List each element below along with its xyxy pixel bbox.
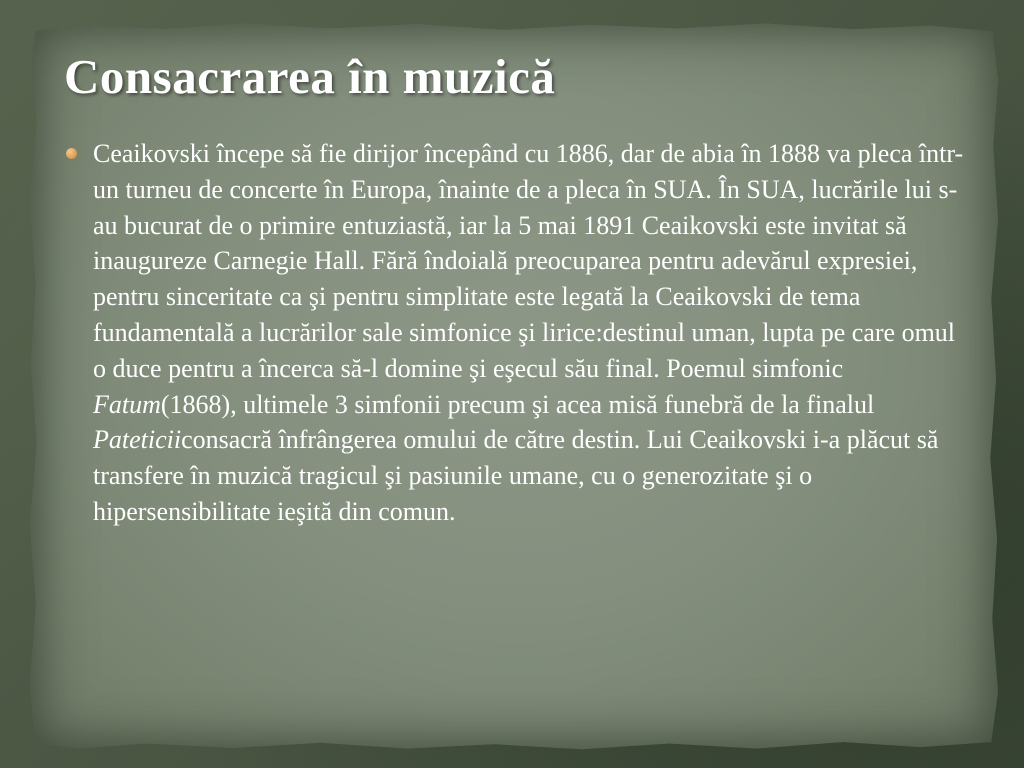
text-run-italic-fatum: Fatum <box>93 389 161 419</box>
text-run: Ceaikovski începe să fie dirijor începând cu 1886, dar de abia în 1888 va pleca într-un turneu de concerte în Europa, înainte de a pleca în SUA. În SUA, lucrările lui s-au bucurat de o primire entuziastă, iar la 5 mai 1891 Ceaikovski este invitat să inaugureze Carnegie Hall. Fără îndoială preocuparea pentru adevărul expresiei, pentru sinceritate ca şi pentru simplitate este legată la Ceaikovski de tema fundamentală a lucrărilor sale simfonice şi lirice:destinul uman, lupta pe care omul o duce pentru a încerca să-l domine şi eşecul său final. Poemul simfonic <box>93 139 964 383</box>
slide-title: Consacrarea în muzică <box>64 49 556 104</box>
bullet-item <box>64 136 964 530</box>
bullet-text <box>93 136 973 530</box>
text-run-italic-pateticii: Pateticii <box>93 425 182 455</box>
text-run: consacră înfrângerea omului de către destin. Lui Ceaikovski i-a plăcut să transfere în muzică tragicul şi pasiunile umane, cu o generozitate şi o hipersensibilitate ieşită din comun. <box>93 425 939 526</box>
slide-content <box>64 136 964 530</box>
text-run: (1868), ultimele 3 simfonii precum şi acea misă funebră de la finalul <box>160 389 875 419</box>
bullet-dot-icon <box>66 148 77 159</box>
